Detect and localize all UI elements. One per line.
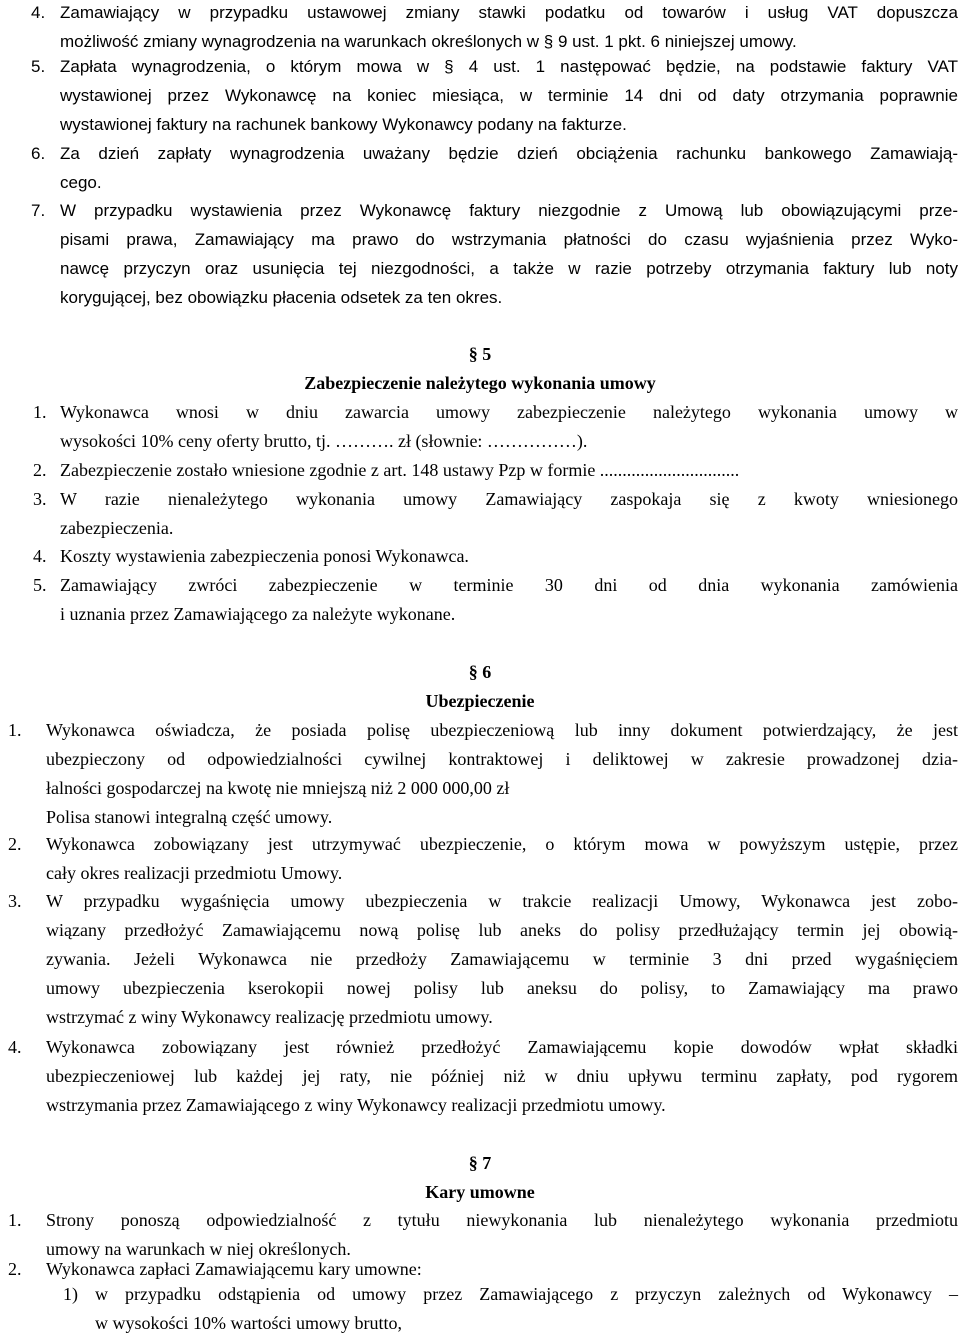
item-line: zabezpieczenia. [60, 518, 174, 538]
list-item [0, 887, 958, 1032]
section-title: Kary umowne [425, 1182, 535, 1202]
item-line: wystawionej przez Wykonawcę na koniec miesiąca, w terminie 14 dni od daty otrzymania poprawnie [60, 86, 958, 105]
sub-item-number: 1) [63, 1284, 78, 1304]
item-line: Strony ponoszą odpowiedzialność z tytułu niewykonania lub nienależytego wykonania przedmiotu [46, 1210, 958, 1230]
list-item [0, 1033, 958, 1120]
item-line: umowy na warunkach w niej określonych. [46, 1239, 351, 1259]
item-line: W przypadku wystawienia przez Wykonawcę faktury niezgodnie z Umową lub obowiązującymi prze- [60, 201, 958, 220]
item-line: łalności gospodarczej na kwotę nie mniejszą niż 2 000 000,00 zł [46, 778, 510, 798]
item-line: Wykonawca wnosi w dniu zawarcia umowy zabezpieczenie należytego wykonania umowy w [60, 402, 958, 422]
list-item [0, 485, 958, 543]
item-line: W przypadku wygaśnięcia umowy ubezpieczenia w trakcie realizacji Umowy, Wykonawca jest zobo- [46, 891, 958, 911]
list-item [0, 52, 958, 139]
item-line: Wykonawca oświadcza, że posiada polisę ubezpieczeniową lub inny dokument potwierdzający, że jest [46, 720, 958, 740]
item-line: zywania. Jeżeli Wykonawca nie przedłoży Zamawiającemu w terminie 3 dni przed wygaśnięciem [46, 949, 958, 969]
section-title: Zabezpieczenie należytego wykonania umowy [304, 373, 656, 393]
item-line: pisami prawa, Zamawiający ma prawo do wstrzymania płatności do czasu wyjaśnienia przez Wyko- [60, 230, 958, 249]
item-number: 4. [31, 3, 46, 22]
item-line: Polisa stanowi integralną część umowy. [46, 807, 333, 827]
list-item [0, 716, 958, 832]
item-line: Koszty wystawienia zabezpieczenia ponosi Wykonawca. [60, 546, 469, 566]
item-line: nawcę przyczyn oraz usunięcia tej niezgodności, a także w razie potrzeby otrzymania faktury lub noty [60, 259, 958, 278]
item-number: 6. [31, 144, 46, 163]
list-item [0, 398, 958, 456]
item-line: ubezpieczony od odpowiedzialności cywilnej kontraktowej i deliktowej w zakresie prowadzonej dzia- [46, 749, 958, 769]
item-number: 1. [8, 720, 22, 740]
item-number: 3. [8, 891, 22, 911]
item-line: wystawionej faktury na rachunek bankowy Wykonawcy podany na fakturze. [60, 115, 627, 134]
item-line: wstrzymania przez Zamawiającego z winy Wykonawcy realizacji przedmiotu umowy. [46, 1095, 666, 1115]
item-line: Zapłata wynagrodzenia, o którym mowa w § 4 ust. 1 następować będzie, na podstawie faktury VAT [60, 57, 958, 76]
item-line: ubezpieczeniowej lub każdej jej raty, nie później niż w dniu upływu terminu zapłaty, pod rygorem [46, 1066, 958, 1086]
item-line: Zabezpieczenie zostało wniesione zgodnie z art. 148 ustawy Pzp w formie ............................... [60, 460, 740, 480]
item-line: Zamawiający w przypadku ustawowej zmiany stawki podatku od towarów i usług VAT dopuszcza [60, 3, 958, 22]
list-item [0, 830, 958, 888]
item-line: Wykonawca zobowiązany jest również przedłożyć Zamawiającemu kopie dowodów wpłat składki [46, 1037, 958, 1057]
sub-list-item [46, 1280, 958, 1338]
item-number: 1. [33, 402, 47, 422]
item-number: 2. [8, 834, 22, 854]
item-line: umowy ubezpieczenia kserokopii nowej polisy lub aneksu do polisy, to Zamawiający ma prawo [46, 978, 958, 998]
item-line: Wykonawca zobowiązany jest utrzymywać ubezpieczenie, o którym mowa w powyższym ustępie, przez [46, 834, 958, 854]
list-item [0, 0, 958, 56]
section-title: Ubezpieczenie [425, 691, 535, 711]
list-item [0, 456, 958, 485]
list-item [0, 196, 958, 312]
item-number: 1. [8, 1210, 22, 1230]
item-line: w wysokości 10% wartości umowy brutto, [95, 1313, 402, 1333]
item-line: cały okres realizacji przedmiotu Umowy. [46, 863, 343, 883]
section-number: § 5 [468, 344, 492, 364]
list-item [0, 139, 958, 197]
item-line: Wykonawca zapłaci Zamawiającemu kary umowne: [46, 1259, 422, 1279]
item-line: Zamawiający zwróci zabezpieczenie w terminie 30 dni od dnia wykonania zamówienia [60, 575, 958, 595]
section-number: § 7 [468, 1153, 492, 1173]
item-number: 2. [8, 1259, 22, 1279]
item-number: 4. [8, 1037, 22, 1057]
item-line: cego. [60, 173, 102, 192]
item-number: 2. [33, 460, 47, 480]
item-number: 4. [33, 546, 47, 566]
item-line: korygującej, bez obowiązku płacenia odsetek za ten okres. [60, 288, 503, 307]
item-number: 7. [31, 201, 46, 220]
item-number: 5. [33, 575, 47, 595]
item-line: wysokości 10% ceny oferty brutto, tj. ………. zł (słownie: ……………). [60, 431, 588, 451]
item-line: W razie nienależytego wykonania umowy Zamawiający zaspokaja się z kwoty wniesionego [60, 489, 958, 509]
item-line: w przypadku odstąpienia od umowy przez Zamawiającego z przyczyn zależnych od Wykonawcy – [95, 1284, 958, 1304]
list-item [0, 542, 958, 571]
item-line: i uznania przez Zamawiającego za należyte wykonane. [60, 604, 456, 624]
item-line: wstrzymać z winy Wykonawcy realizację przedmiotu umowy. [46, 1007, 493, 1027]
section-number: § 6 [468, 662, 492, 682]
item-number: 3. [33, 489, 47, 509]
item-line: wiązany przedłożyć Zamawiającemu nową polisę lub aneks do polisy przedłużający termin jej obowią- [46, 920, 958, 940]
item-number: 5. [31, 57, 46, 76]
list-item [0, 571, 958, 629]
item-line: Za dzień zapłaty wynagrodzenia uważany będzie dzień obciążenia rachunku bankowego Zamawiają- [60, 144, 958, 163]
item-line: możliwość zmiany wynagrodzenia na warunkach określonych w § 9 ust. 1 pkt. 6 niniejszej umowy. [60, 32, 797, 51]
